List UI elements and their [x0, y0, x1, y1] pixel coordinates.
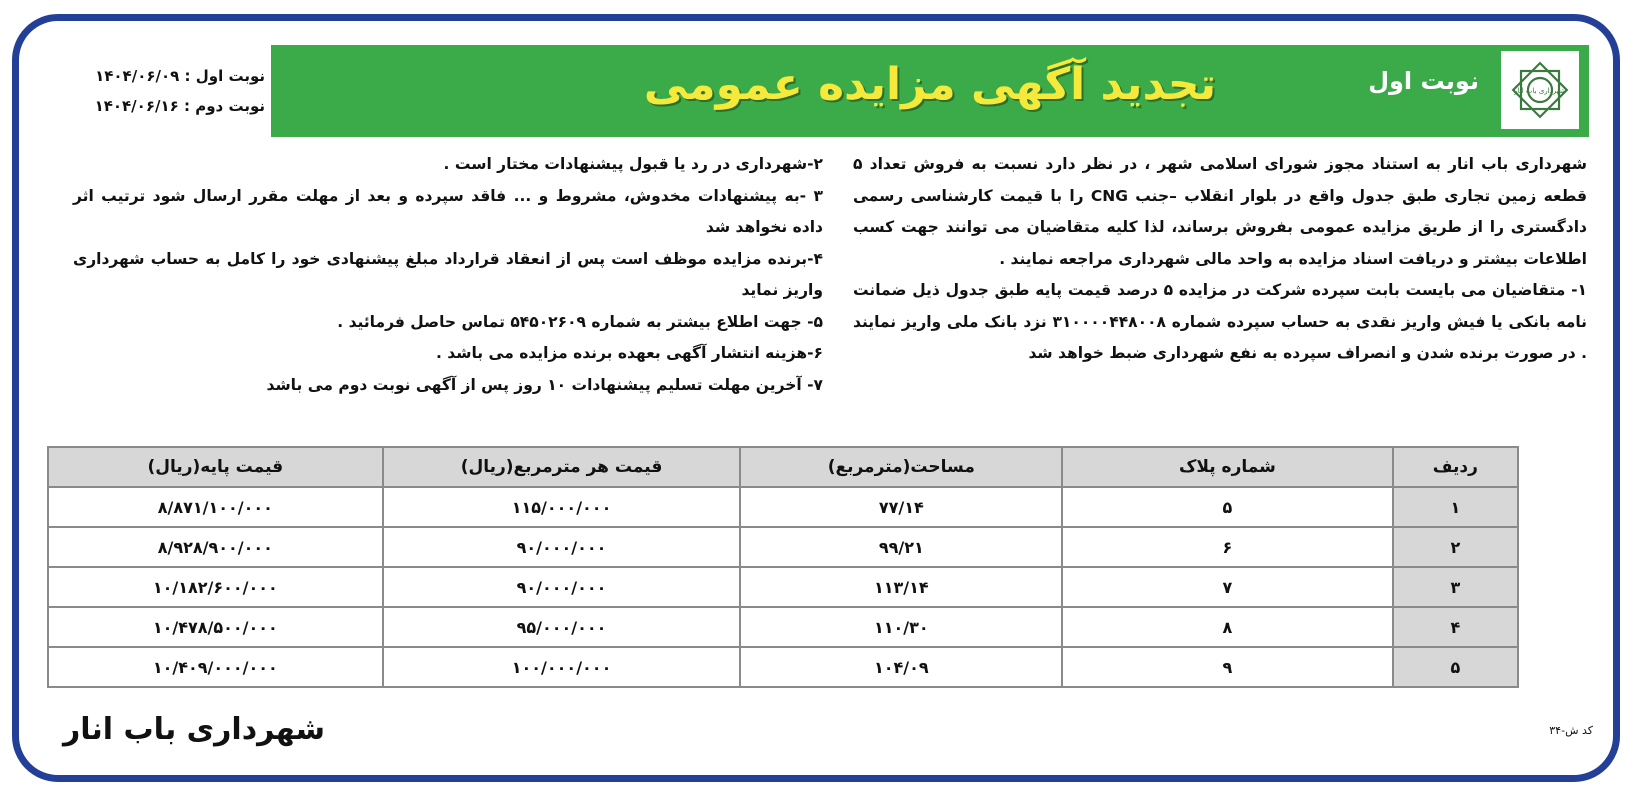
second-round-date: نوبت دوم : ۱۴۰۴/۰۶/۱۶ [94, 97, 265, 115]
cell-plot-number: ۵ [1062, 487, 1393, 527]
municipality-name: شهرداری باب انار [63, 712, 326, 747]
clause-1: ۱- متقاضیان می بایست بابت سپرده شرکت در مزایده ۵ درصد قیمت پایه طبق جدول ذیل ضمانت نامه بانکی یا فیش واریز نقدی به حساب سپرده شماره ۳۱۰۰۰۰۴۴۸۰۰۸ نزد بانک ملی واریز نمایند . در صورت برنده شدن و انصراف سپرده به نفع شهرداری ضبط خواهد شد [853, 281, 1587, 362]
notice-frame [12, 14, 1620, 782]
cell-row-number: ۴ [1393, 607, 1518, 647]
cell-unit-price: ۱۱۵/۰۰۰/۰۰۰ [383, 487, 741, 527]
header-banner [271, 45, 1589, 137]
round-dates [55, 61, 265, 121]
header-unit-price: قیمت هر مترمربع(ریال) [383, 447, 741, 487]
clause-2: ۲-شهرداری در رد یا قبول پیشنهادات مختار است . [443, 155, 823, 173]
table-row [48, 567, 1518, 607]
cell-unit-price: ۱۰۰/۰۰۰/۰۰۰ [383, 647, 741, 687]
cell-row-number: ۳ [1393, 567, 1518, 607]
clause-7: ۷- آخرین مهلت تسلیم پیشنهادات ۱۰ روز پس از آگهی نوبت دوم می باشد [266, 375, 823, 394]
clause-4: ۴-برنده مزایده موظف است پس از انعقاد قرارداد مبلغ پیشنهادی خود را کامل به حساب شهرداری واریز نماید [73, 249, 823, 299]
header-base-price: قیمت پایه(ریال) [48, 447, 383, 487]
table-row [48, 647, 1518, 687]
cell-plot-number: ۸ [1062, 607, 1393, 647]
cell-plot-number: ۶ [1062, 527, 1393, 567]
body-left-column [73, 149, 823, 401]
notice-code: کد ش-۳۴ [1549, 724, 1593, 737]
table-row [48, 607, 1518, 647]
cell-base-price: ۱۰/۴۰۹/۰۰۰/۰۰۰ [48, 647, 383, 687]
table-row [48, 527, 1518, 567]
round-label: نوبت اول [1368, 67, 1479, 95]
cell-area: ۹۹/۲۱ [740, 527, 1062, 567]
cell-unit-price: ۹۰/۰۰۰/۰۰۰ [383, 567, 741, 607]
cell-row-number: ۲ [1393, 527, 1518, 567]
body-right-column [853, 149, 1587, 370]
cell-unit-price: ۹۵/۰۰۰/۰۰۰ [383, 607, 741, 647]
header-plot-number: شماره پلاک [1062, 447, 1393, 487]
clause-3: ۳ -به پیشنهادات مخدوش، مشروط و ... فاقد سپرده و بعد از مهلت مقرر ارسال شود ترتیب اثر داده نخواهد شد [73, 186, 823, 236]
cell-base-price: ۱۰/۱۸۲/۶۰۰/۰۰۰ [48, 567, 383, 607]
cell-row-number: ۱ [1393, 487, 1518, 527]
cell-area: ۱۱۰/۳۰ [740, 607, 1062, 647]
cell-area: ۱۰۴/۰۹ [740, 647, 1062, 687]
intro-paragraph: شهرداری باب انار به استناد مجوز شورای اسلامی شهر ، در نظر دارد نسبت به فروش تعداد ۵ قطعه زمین تجاری طبق جدول واقع در بلوار انقلاب –جنب CNG را با قیمت کارشناسی رسمی دادگستری را از طریق مزایده عمومی بفروش برساند، لذا کلیه متقاضیان می توانند جهت کسب اطلاعات بیشتر و دریافت اسناد مزایده به واحد مالی شهرداری مراجعه نمایند . [853, 155, 1587, 268]
cell-unit-price: ۹۰/۰۰۰/۰۰۰ [383, 527, 741, 567]
cell-area: ۱۱۳/۱۴ [740, 567, 1062, 607]
table-row [48, 487, 1518, 527]
first-round-date: نوبت اول : ۱۴۰۴/۰۶/۰۹ [95, 67, 265, 85]
clause-5: ۵- جهت اطلاع بیشتر به شماره ۵۴۵۰۲۶۰۹ تماس حاصل فرمائید . [337, 312, 823, 331]
cell-plot-number: ۷ [1062, 567, 1393, 607]
lots-table [47, 446, 1519, 688]
clause-6: ۶-هزینه انتشار آگهی بعهده برنده مزایده می باشد . [436, 344, 823, 362]
cell-plot-number: ۹ [1062, 647, 1393, 687]
svg-text:شهرداری باب انار: شهرداری باب انار [1514, 87, 1566, 95]
cell-base-price: ۸/۸۷۱/۱۰۰/۰۰۰ [48, 487, 383, 527]
cell-base-price: ۸/۹۲۸/۹۰۰/۰۰۰ [48, 527, 383, 567]
cell-base-price: ۱۰/۴۷۸/۵۰۰/۰۰۰ [48, 607, 383, 647]
notice-title: تجدید آگهی مزایده عمومی [643, 59, 1217, 110]
header-row-number: ردیف [1393, 447, 1518, 487]
cell-row-number: ۵ [1393, 647, 1518, 687]
cell-area: ۷۷/۱۴ [740, 487, 1062, 527]
header-area: مساحت(مترمربع) [740, 447, 1062, 487]
table-header-row [48, 447, 1518, 487]
